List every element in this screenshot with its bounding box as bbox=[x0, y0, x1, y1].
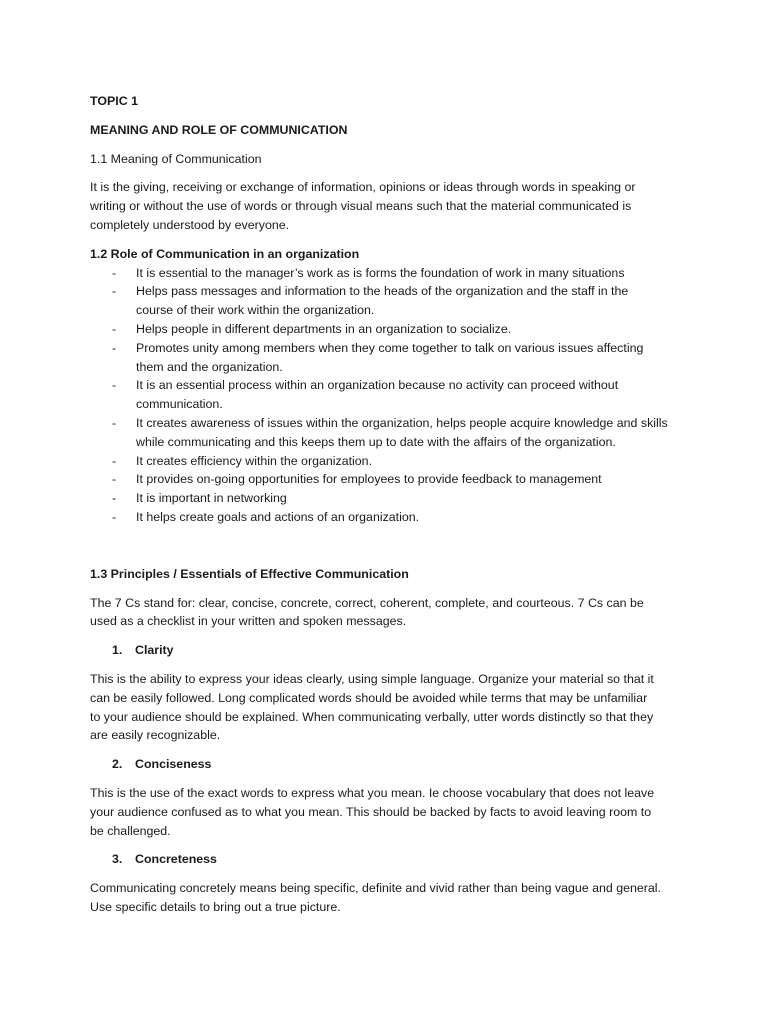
principle-heading-conciseness: 2. Conciseness bbox=[112, 757, 212, 772]
paragraph-line: Use specific details to bring out a true picture. bbox=[90, 899, 341, 914]
dash-bullet: - bbox=[112, 453, 117, 468]
dash-bullet: - bbox=[112, 340, 117, 355]
bullet-item: - Helps pass messages and information to the heads of the organization and the staff in the course of their work within the organization. bbox=[112, 284, 629, 318]
bullet-item: - It is essential to the manager’s work as is forms the foundation of work in many situations bbox=[90, 264, 685, 283]
paragraph-line: writing or without the use of words or through visual means such that the material communicated is bbox=[90, 199, 632, 214]
bullet-item: - It helps create goals and actions of an organization. bbox=[90, 508, 685, 527]
dash-bullet: - bbox=[112, 509, 117, 524]
dash-bullet: - bbox=[112, 378, 117, 393]
paragraph-line: can be easily followed. Long complicated words should be avoided while terms that may be unfamiliar bbox=[90, 690, 648, 705]
paragraph-line: completely understood by everyone. bbox=[90, 217, 290, 232]
section-1-3-heading: 1.3 Principles / Essentials of Effective Communication bbox=[90, 566, 409, 581]
bullet-item: - It is important in networking bbox=[90, 489, 685, 508]
paragraph-line: This is the use of the exact words to express what you mean. Ie choose vocabulary that does not leave bbox=[90, 785, 655, 800]
principle-paragraph-clarity bbox=[90, 670, 685, 745]
topic-label: TOPIC 1 bbox=[90, 94, 138, 108]
document-body bbox=[90, 92, 685, 917]
paragraph-line: to your audience should be explained. When communicating verbally, utter words distinctly so that they bbox=[90, 709, 654, 724]
principle-paragraph-conciseness bbox=[90, 784, 685, 840]
role-bullet-list bbox=[90, 264, 685, 527]
dash-bullet: - bbox=[112, 265, 117, 280]
paragraph-line: your audience confused as to what you mean. This should be backed by facts to avoid leaving room to bbox=[90, 804, 652, 819]
bullet-item: - It creates efficiency within the organization. bbox=[90, 452, 685, 471]
section-1-2-heading: 1.2 Role of Communication in an organization bbox=[90, 246, 360, 261]
bullet-item: - It is an essential process within an organization because no activity can proceed without communication. bbox=[112, 378, 619, 412]
dash-bullet: - bbox=[112, 415, 117, 430]
paragraph-line: be challenged. bbox=[90, 823, 171, 838]
dash-bullet: - bbox=[112, 491, 117, 506]
principle-heading-concreteness: 3. Concreteness bbox=[112, 852, 217, 867]
paragraph-line: The 7 Cs stand for: clear, concise, concrete, correct, coherent, complete, and courteous. 7 Cs can be bbox=[90, 595, 644, 610]
paragraph-line: used as a checklist in your written and spoken messages. bbox=[90, 614, 407, 629]
section-1-3-intro bbox=[90, 594, 685, 632]
dash-bullet: - bbox=[112, 284, 117, 299]
dash-bullet: - bbox=[112, 472, 117, 487]
bullet-item: - It creates awareness of issues within the organization, helps people acquire knowledge and skills while communicating and this keeps them up to date with the affairs of the organization. bbox=[112, 415, 668, 449]
paragraph-line: Communicating concretely means being specific, definite and vivid rather than being vague and general. bbox=[90, 881, 661, 896]
section-1-1-paragraph bbox=[90, 178, 685, 234]
section-1-1-heading: 1.1 Meaning of Communication bbox=[90, 151, 262, 166]
document-title: MEANING AND ROLE OF COMMUNICATION bbox=[90, 122, 348, 137]
bullet-item: - It provides on-going opportunities for employees to provide feedback to management bbox=[90, 470, 685, 489]
bullet-item: - Promotes unity among members when they come together to talk on various issues affecting them and the organization. bbox=[112, 340, 644, 374]
principle-paragraph-concreteness bbox=[90, 879, 685, 917]
paragraph-line: This is the ability to express your ideas clearly, using simple language. Organize your material so that it bbox=[90, 671, 654, 686]
dash-bullet: - bbox=[112, 321, 117, 336]
paragraph-line: are easily recognizable. bbox=[90, 728, 221, 743]
bullet-item: - Helps people in different departments in an organization to socialize. bbox=[90, 320, 685, 339]
principle-heading-clarity: 1. Clarity bbox=[112, 643, 174, 658]
paragraph-line: It is the giving, receiving or exchange of information, opinions or ideas through words in speaking or bbox=[90, 180, 636, 195]
